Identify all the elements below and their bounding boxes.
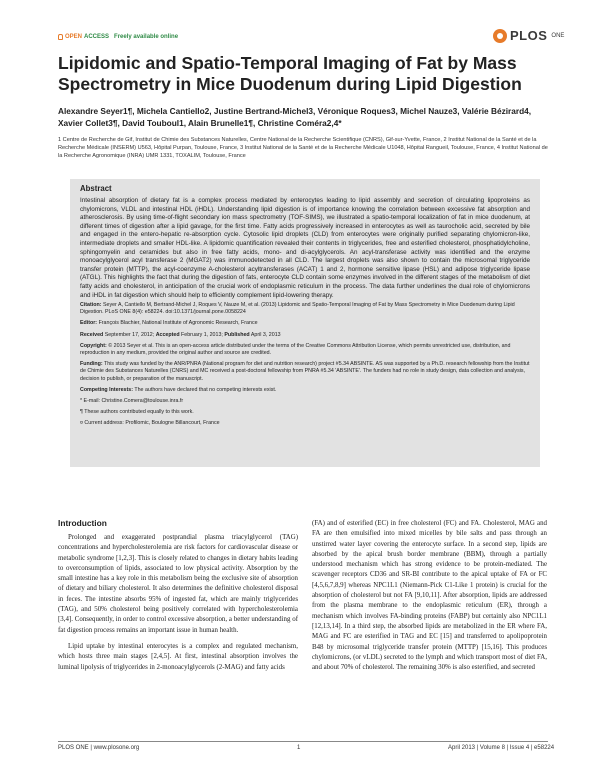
competing-label: Competing Interests: xyxy=(80,386,133,393)
footer-journal[interactable]: PLOS ONE | www.plosone.org xyxy=(58,745,140,751)
article-metadata xyxy=(80,302,535,432)
plos-one-logo[interactable] xyxy=(493,28,564,43)
funding-label: Funding: xyxy=(80,361,103,368)
current-address: ¤ Current address: Profilomic, Boulogne Billancourt, France xyxy=(80,420,220,427)
freely-available-label: Freely available online xyxy=(114,34,179,40)
journal-name: PLOS xyxy=(510,28,548,43)
left-column xyxy=(58,533,298,673)
competing-interests xyxy=(80,387,535,394)
accepted-label: Accepted xyxy=(155,331,180,338)
editor-text: François Blachier, National Institute of Agronomic Research, France xyxy=(98,320,258,327)
intro-paragraph-2: Lipid uptake by intestinal enterocytes is a complex and regulated mechanism, which hosts three main stages [2,4,5]. At first, intestinal absorption involves the luminal lipolysis of triglycerides in 2-monoacylglycerols (2-MAG) and fatty acids xyxy=(58,642,298,671)
open-label: OPEN xyxy=(65,34,83,40)
editor xyxy=(80,320,535,327)
intro-paragraph-3: (FA) and of esterified (EC) in free cholesterol (FC) and FA. Cholesterol, MAG and FA are then emulsified into mixed micelles by bile salts and pass through an unstirred water layer covering the enterocyte surface. In a second step, lipids are absorbed by the apical brush border membrane (BBM), through a partially understood mechanism which has strong evidence to be protein-mediated. The scavenger receptors CD36 and SR-BI contribute to the apical uptake of FA or FC [4,5,6,7,8,9] whereas NPC1L1 (Niemann-Pick C1-Like 1 protein) is crucial for the absorption of cholesterol but not FA [9,10,11]. After absorption, lipids are addressed from the plasma membrane to the endoplasmic reticulum (ER), through a mechanism which involves FA-binding proteins (FABP) but certainly also NPC1L1 [12,13,14]. In a third step, the absorbed lipids are metabolized in the ER where FA, MAG and FC are esterified in TAG and EC [15] and transferred to apolipoprotein B48 by microsomal triglyceride transfer protein (MTTP) [15,16]. This produces chylomicrons, (or vLDL) secreted to the lymph and which transport most of diet FA, and about 70% of cholesterol. The remaining 30% is also esterified, and secreted xyxy=(312,520,547,672)
equal-contribution: ¶ These authors contributed equally to this work. xyxy=(80,409,194,416)
copyright xyxy=(80,343,535,357)
footer-divider xyxy=(58,741,548,742)
received-date: September 17, 2012; xyxy=(104,331,155,338)
right-column xyxy=(312,519,547,673)
citation xyxy=(80,302,535,316)
received-label: Received xyxy=(80,331,104,338)
citation-label: Citation: xyxy=(80,302,102,308)
abstract-text: Intestinal absorption of dietary fat is a complex process mediated by enterocytes leading to lipid assembly and secretion of circulating lipoproteins as chylomicrons, VLDL and intestinal HDL (iHDL). Understanding lipid digestion is of importance knowing the correlation between excessive fat absorption and atherosclerosis. By using time-of-flight secondary ion mass spectrometry (TOF-SIMS), we illustrated a spatio-temporal localization of fat in mice duodenum, at different times of digestion after a lipid gavage, for the first time. Fatty acids progressively increased in enterocytes as well as taurocholic acid, secreted by bile and engaged in the entero-hepatic re-absorption cycle. Cytosolic lipid droplets (CLD) from enterocytes were originally purified separating chylomicron-like, intermediate droplets and smaller HDL-like. A lipidomic quantification revealed their contents in triglycerides, free and esterified cholesterol, phosphatidylcholine, sphingomyelin and ceramides but also in free fatty acids, mono- and di-acylglycerols. An acyl-transferase activity was identified and the enzyme monoacylglycerol acyl transferase 2 (MGAT2) was immunodetected in all CLD. The largest droplets was also shown to contain the microsomal triglyceride transfer protein (MTTP), the acyl-coenzyme A-cholesterol acyltransferases (ACAT) 1 and 2, hormone sensitive lipase (HSL) and adipose triglyceride lipase (ATGL). This highlights the fact that during the digestion of fats, enterocyte CLD contain some enzymes involved in the different stages of the metabolism of diet fatty acids and cholesterol, in anticipation of the crucial work of endoplasmic reticulum in the process. The data further underlines the dual role of chylomicrons and iHDL in fat digestion which should help to efficiently complement lipid-lowering therapy. xyxy=(80,197,530,299)
page-number: 1 xyxy=(297,745,301,751)
funding xyxy=(80,361,535,383)
competing-text: The authors have declared that no competing interests exist. xyxy=(134,386,277,393)
dates xyxy=(80,332,535,339)
accepted-date: February 1, 2013; xyxy=(181,331,223,338)
editor-label: Editor: xyxy=(80,320,98,327)
copyright-label: Copyright: xyxy=(80,342,107,349)
open-lock-icon xyxy=(58,34,63,40)
email[interactable]: * E-mail: Christine.Comera@toulouse.inra.fr xyxy=(80,398,184,405)
published-date: April 3, 2013 xyxy=(250,331,281,338)
plos-logo-icon xyxy=(493,29,507,43)
access-label: ACCESS xyxy=(84,34,110,40)
footer-issue: April 2013 | Volume 8 | Issue 4 | e58224 xyxy=(448,745,555,751)
citation-text[interactable]: Seyer A, Cantiello M, Bertrand-Michel J, Roques V, Nauze M, et al. (2013) Lipidomic and Spatio-Temporal Imaging of Fat by Mass Spectrometry in Mice Duodenum during Lipid Digestion. PLoS ONE 8(4): e58224. doi:10.1371/journal.pone.0058224 xyxy=(80,302,515,316)
affiliations: 1 Centre de Recherche de Gif, Institut de Chimie des Substances Naturelles, Centre National de la Recherche Scientifique (CNRS), Gif-sur-Yvette, France, 2 Institut National de la Santé et de la Recherche Médicale (INSERM) U563, Hôpital Purpan, Toulouse, France, 3 Institut National de la Santé et de la Recherche Médicale U1048, Hôpital Rangueil, Toulouse, France, 4 Institut National de la Recherche Agronomique (INRA) UMR 1331, TOXALIM, Toulouse, France xyxy=(58,137,548,159)
funding-text: This study was funded by the ANR/PNRA (National program for diet and nutrition research) project #5.34 ABSINTE. AS was supported by a Ph.D. research fellowship from the Institut de Chimie des Substances Naturelles (CNRS) and MC received a post-doctoral fellowship from PNRA #5.34 'ABSINTE'. The funders had no role in study design, data collection and analysis, decision to publish, or preparation of the manuscript. xyxy=(80,361,530,382)
article-title: Lipidomic and Spatio-Temporal Imaging of Fat by Mass Spectrometry in Mice Duodenum during Lipid Digestion xyxy=(58,53,522,94)
open-access-banner[interactable] xyxy=(58,34,178,40)
intro-paragraph-1: Prolonged and exaggerated postprandial plasma triacylglycerol (TAG) concentrations and hypercholesterolemia are risk factors for cardiovascular disease or metabolic syndrome [1,2,3]. This is closely related to changes in dietary habits leading to overconsumption of lipids, associated to low physical activity. Absorption by the small intestine has a key role in this metabolism being the exclusive site of absorption of dietary and biliary cholesterol. It also determines the definitive cholesterol disposal in feces. The intestine absorbs 95% of ingested fat, which are mainly triglycerides (TAG), and 50% cholesterol being positively correlated with hypercholesterolemia [3,4]. Consequently, in order to control excessive absorption, a better understanding of fat digestion process remains an important issue in human health. xyxy=(58,534,298,634)
published-label: Published xyxy=(224,331,250,338)
abstract-heading: Abstract xyxy=(80,184,112,193)
introduction-heading: Introduction xyxy=(58,518,107,528)
copyright-text: © 2013 Seyer et al. This is an open-access article distributed under the terms of the Creative Commons Attribution License, which permits unrestricted use, distribution, and reproduction in any medium, provided the original author and source are credited. xyxy=(80,342,511,357)
journal-sub: ONE xyxy=(551,32,565,39)
author-list: Alexandre Seyer1¶, Michela Cantiello2, Justine Bertrand-Michel3, Véronique Roques3, Michel Nauze3, Valérie Bézirard4, Xavier Collet3¶, David Touboul1, Alain Brunelle1¶, Christine Coméra2,4* xyxy=(58,106,532,128)
